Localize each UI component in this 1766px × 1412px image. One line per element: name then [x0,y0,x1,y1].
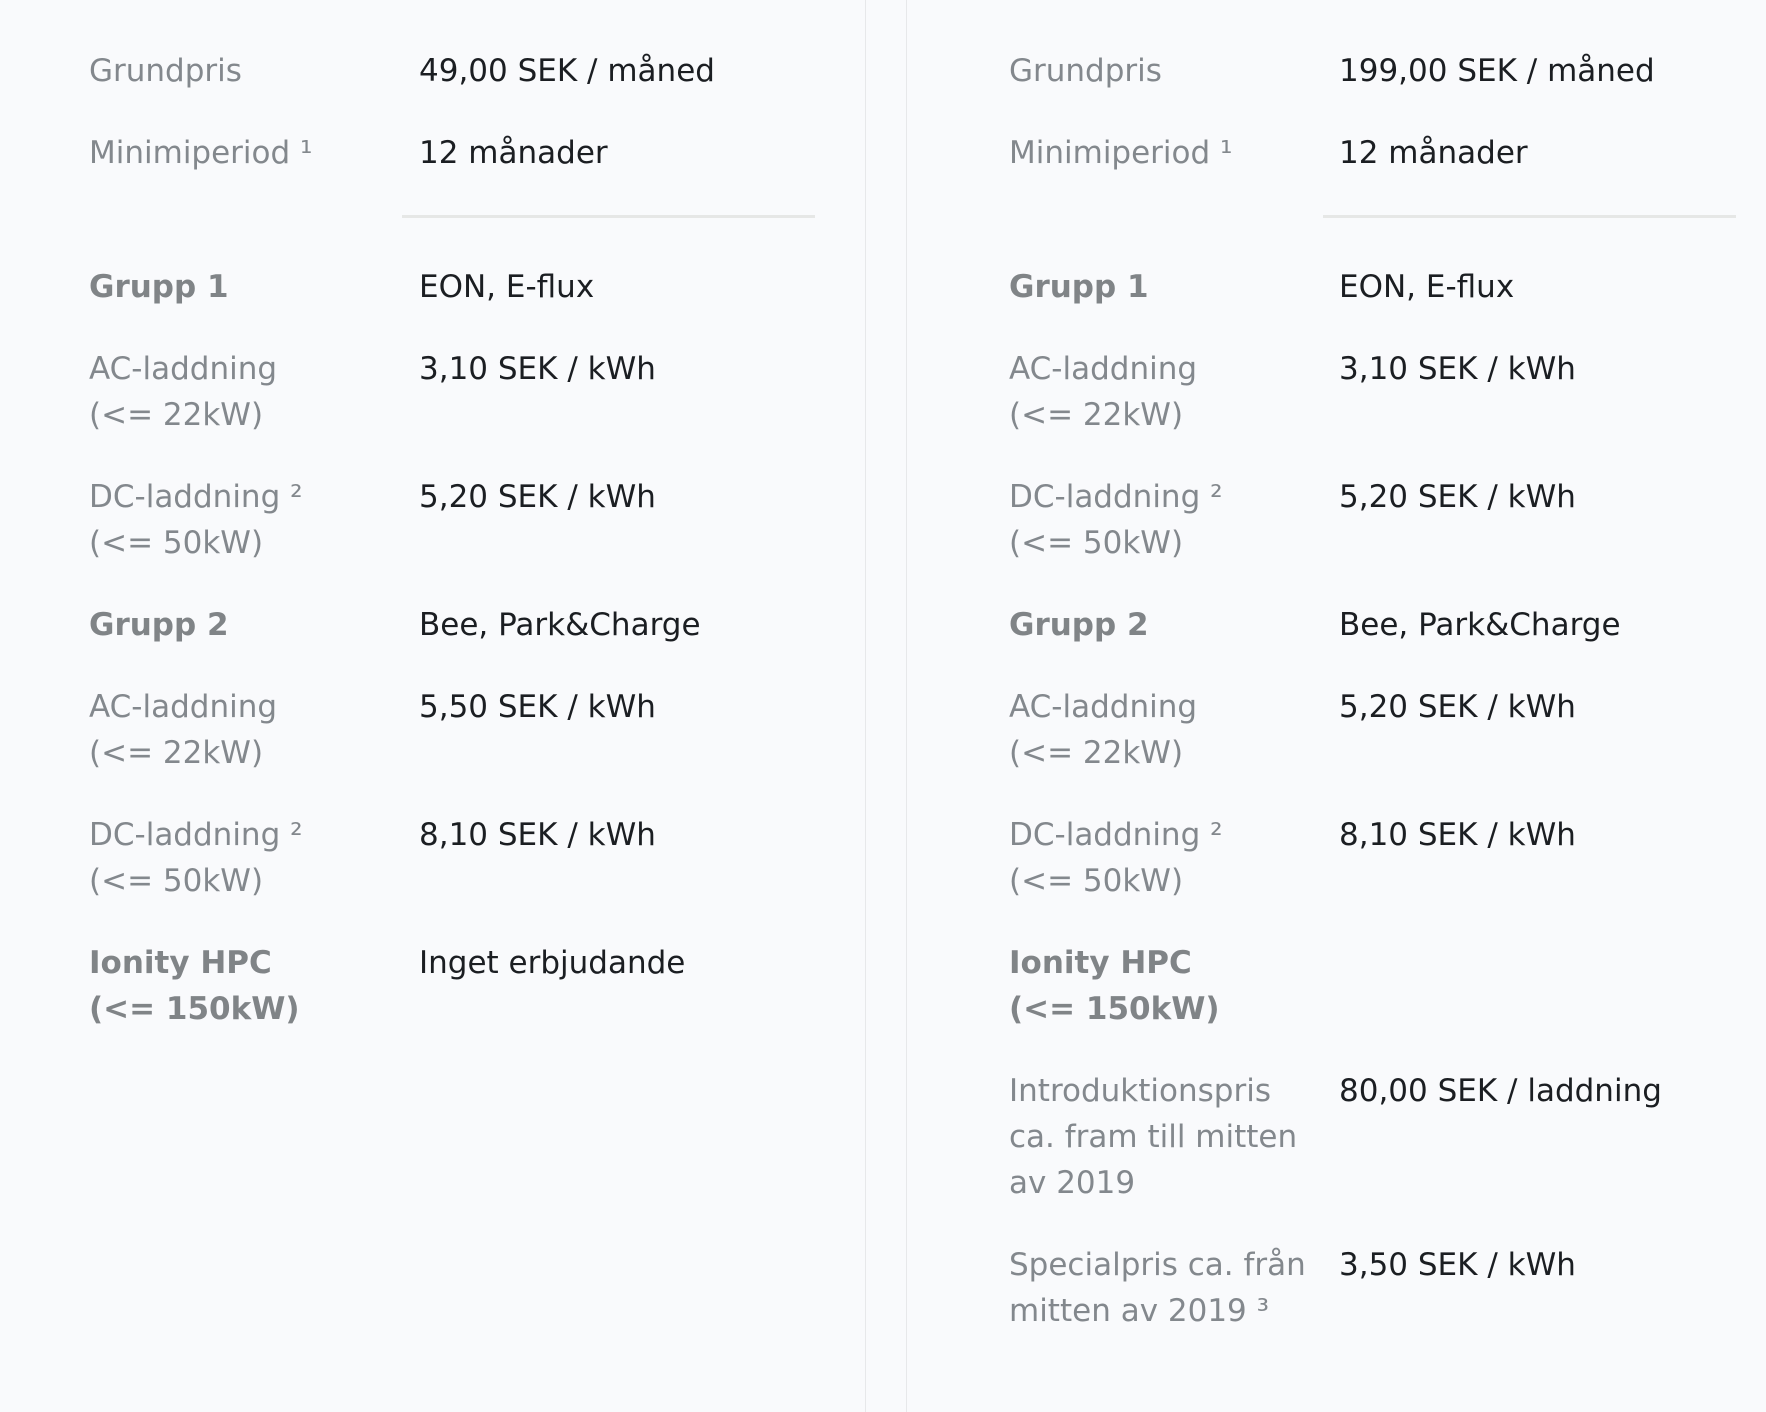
g2-dc-label-line2: (<= 50kW) [89,863,264,899]
g1-ac-label-line2: (<= 22kW) [89,397,264,433]
g1-dc-label-line1: DC-laddning ² [89,479,303,515]
g2-dc-label-line1: DC-laddning ² [1009,817,1223,853]
g2-ac-value: 5,50 SEK / kWh [419,689,656,725]
grundpris-value: 199,00 SEK / måned [1339,53,1655,89]
g2-ac-value: 5,20 SEK / kWh [1339,689,1576,725]
ionity-label-line1: Ionity HPC [89,945,272,981]
grundpris-label: Grundpris [1009,53,1162,89]
minimiperiod-label: Minimiperiod ¹ [89,135,313,171]
g1-ac-label-line2: (<= 22kW) [1009,397,1184,433]
section-divider [402,215,815,218]
g2-ac-label-line1: AC-laddning [89,689,278,725]
grundpris-value: 49,00 SEK / måned [419,53,715,89]
intro-label-line3: av 2019 [1009,1165,1136,1201]
intro-label-line1: Introduktionspris [1009,1073,1271,1109]
grupp2-value: Bee, Park&Charge [1339,607,1621,643]
grupp2-label: Grupp 2 [1009,607,1149,643]
column-divider-left [865,0,866,1412]
g1-ac-value: 3,10 SEK / kWh [419,351,656,387]
g1-dc-label-line1: DC-laddning ² [1009,479,1223,515]
grundpris-label: Grundpris [89,53,242,89]
g2-dc-value: 8,10 SEK / kWh [1339,817,1576,853]
grupp2-label: Grupp 2 [89,607,229,643]
grupp2-value: Bee, Park&Charge [419,607,701,643]
g2-ac-label-line2: (<= 22kW) [1009,735,1184,771]
ionity-label-line2: (<= 150kW) [89,991,300,1027]
grupp1-label: Grupp 1 [1009,269,1149,305]
minimiperiod-label: Minimiperiod ¹ [1009,135,1233,171]
g2-dc-value: 8,10 SEK / kWh [419,817,656,853]
price-plan-left [89,0,829,1412]
g2-ac-label-line2: (<= 22kW) [89,735,264,771]
special-label-line2: mitten av 2019 ³ [1009,1293,1270,1329]
ionity-value: Inget erbjudande [419,945,686,981]
g2-dc-label-line2: (<= 50kW) [1009,863,1184,899]
section-divider [1323,215,1736,218]
g1-ac-label-line1: AC-laddning [1009,351,1198,387]
g1-ac-label-line1: AC-laddning [89,351,278,387]
minimiperiod-value: 12 månader [1339,135,1528,171]
special-value: 3,50 SEK / kWh [1339,1247,1576,1283]
ionity-label-line2: (<= 150kW) [1009,991,1220,1027]
g1-dc-label-line2: (<= 50kW) [1009,525,1184,561]
g2-ac-label-line1: AC-laddning [1009,689,1198,725]
minimiperiod-value: 12 månader [419,135,608,171]
g2-dc-label-line1: DC-laddning ² [89,817,303,853]
g1-dc-label-line2: (<= 50kW) [89,525,264,561]
intro-label-line2: ca. fram till mitten [1009,1119,1298,1155]
grupp1-value: EON, E-flux [419,269,595,305]
column-divider-right [906,0,907,1412]
g1-ac-value: 3,10 SEK / kWh [1339,351,1576,387]
grupp1-label: Grupp 1 [89,269,229,305]
g1-dc-value: 5,20 SEK / kWh [419,479,656,515]
special-label-line1: Specialpris ca. från [1009,1247,1306,1283]
g1-dc-value: 5,20 SEK / kWh [1339,479,1576,515]
grupp1-value: EON, E-flux [1339,269,1515,305]
intro-value: 80,00 SEK / laddning [1339,1073,1662,1109]
price-plan-right [1009,0,1749,1412]
ionity-label-line1: Ionity HPC [1009,945,1192,981]
